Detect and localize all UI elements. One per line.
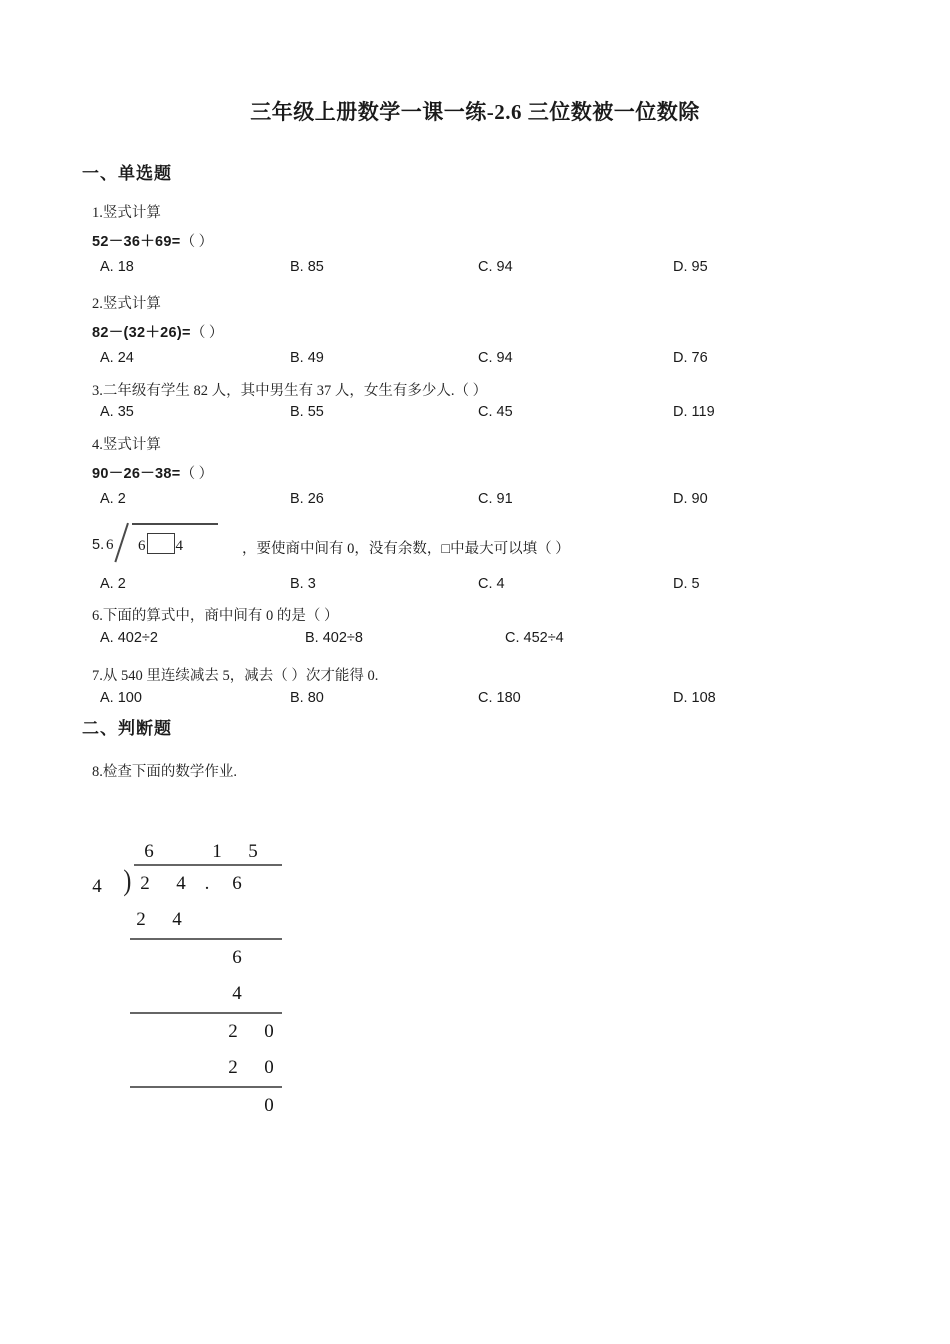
question-4-option-d[interactable]: D. 90 (673, 491, 708, 507)
question-7-option-c[interactable]: C. 180 (478, 690, 521, 706)
question-5-blank-box[interactable] (147, 533, 175, 554)
question-3-option-d[interactable]: D. 119 (673, 404, 715, 420)
division-vinculum (132, 523, 218, 525)
division-slash-icon (118, 523, 140, 563)
question-5-divisor: 6 (106, 537, 114, 553)
question-7-option-d[interactable]: D. 108 (673, 690, 716, 706)
question-3-option-a[interactable]: A. 35 (100, 404, 134, 420)
question-6-option-c[interactable]: C. 452÷4 (505, 630, 564, 646)
question-1-stem: 1.竖式计算 (92, 205, 161, 221)
step-4-digit-2: 0 (264, 1021, 274, 1042)
question-3-option-c[interactable]: C. 45 (478, 404, 513, 420)
question-7-options (0, 690, 950, 710)
question-5-option-a[interactable]: A. 2 (100, 576, 126, 592)
question-2-options (0, 350, 950, 370)
question-2-equation-left: 82－(32＋26)= (92, 325, 191, 341)
quotient-digit-2: 1 (212, 841, 222, 862)
question-3-stem: 3.二年级有学生 82 人，其中男生有 37 人，女生有多少人.（ ） (92, 383, 488, 399)
question-4-stem: 4.竖式计算 (92, 437, 161, 453)
question-6-option-b[interactable]: B. 402÷8 (305, 630, 363, 646)
page-title: 三年级上册数学一课一练-2.6 三位数被一位数除 (250, 100, 700, 124)
question-4-option-c[interactable]: C. 91 (478, 491, 513, 507)
question-5-option-b[interactable]: B. 3 (290, 576, 316, 592)
quotient-digit-3: 5 (248, 841, 258, 862)
question-3-options (0, 404, 950, 424)
question-2-option-a[interactable]: A. 24 (100, 350, 134, 366)
step-1-digit-1: 2 (136, 909, 146, 930)
step-1-rule (130, 938, 282, 940)
dividend-digit-2: 4 (176, 873, 186, 894)
long-division-figure (78, 838, 308, 1123)
step-4-digit-1: 2 (228, 1021, 238, 1042)
question-7-stem: 7.从 540 里连续减去 5，减去（ ）次才能得 0. (92, 668, 379, 684)
dividend-digit-1: 2 (140, 873, 150, 894)
question-6-options (0, 630, 950, 650)
step-3-digit-1: 4 (232, 983, 242, 1004)
question-7-option-a[interactable]: A. 100 (100, 690, 142, 706)
dividend-decimal-point: . (204, 873, 210, 894)
question-6-stem: 6.下面的算式中，商中间有 0 的是（ ） (92, 608, 339, 624)
long-division-divisor: 4 (92, 876, 102, 897)
question-5-dividend (138, 533, 183, 555)
question-2-option-c[interactable]: C. 94 (478, 350, 513, 366)
long-division-bracket-icon: ) (123, 864, 132, 897)
question-1-option-c[interactable]: C. 94 (478, 259, 513, 275)
section-heading-single-choice: 一、单选题 (82, 164, 172, 183)
step-5-rule (130, 1086, 282, 1088)
step-3-rule (130, 1012, 282, 1014)
question-2-stem: 2.竖式计算 (92, 296, 161, 312)
question-1-option-b[interactable]: B. 85 (290, 259, 324, 275)
question-6-option-a[interactable]: A. 402÷2 (100, 630, 158, 646)
question-1-option-d[interactable]: D. 95 (673, 259, 708, 275)
question-5-number: 5. (92, 537, 105, 553)
question-3-option-b[interactable]: B. 55 (290, 404, 324, 420)
question-5-option-d[interactable]: D. 5 (673, 576, 700, 592)
step-5-digit-2: 0 (264, 1057, 274, 1078)
question-2-answer-blank[interactable]: （ ） (190, 325, 224, 341)
question-2-option-b[interactable]: B. 49 (290, 350, 324, 366)
question-5-dividend-right: 4 (175, 538, 183, 554)
remainder-digit: 0 (264, 1095, 274, 1116)
question-1-answer-blank[interactable]: （ ） (180, 234, 214, 250)
question-5-division-figure (106, 521, 236, 565)
question-1-option-a[interactable]: A. 18 (100, 259, 134, 275)
question-4-options (0, 491, 950, 511)
question-1-equation-left: 52－36＋69= (92, 234, 181, 250)
question-5-tail-text: ，要使商中间有 0，没有余数，□中最大可以填（ ） (242, 541, 570, 557)
question-4-option-b[interactable]: B. 26 (290, 491, 324, 507)
long-division-vinculum (134, 864, 282, 866)
question-5-option-c[interactable]: C. 4 (478, 576, 505, 592)
step-5-digit-1: 2 (228, 1057, 238, 1078)
step-1-digit-2: 4 (172, 909, 182, 930)
step-2-digit-1: 6 (232, 947, 242, 968)
question-2-option-d[interactable]: D. 76 (673, 350, 708, 366)
question-4-answer-blank[interactable]: （ ） (180, 466, 214, 482)
quotient-digit-1: 6 (144, 841, 154, 862)
question-4-option-a[interactable]: A. 2 (100, 491, 126, 507)
section-heading-true-false: 二、判断题 (82, 719, 172, 738)
dividend-digit-3: 6 (232, 873, 242, 894)
question-5-dividend-left: 6 (138, 538, 146, 554)
question-5-options (0, 576, 950, 596)
question-1-equation (92, 230, 213, 251)
question-8-stem: 8.检查下面的数学作业. (92, 764, 237, 780)
question-4-equation-left: 90－26－38= (92, 466, 181, 482)
question-2-equation (92, 321, 223, 342)
question-7-option-b[interactable]: B. 80 (290, 690, 324, 706)
question-1-options (0, 259, 950, 279)
question-4-equation (92, 462, 213, 483)
